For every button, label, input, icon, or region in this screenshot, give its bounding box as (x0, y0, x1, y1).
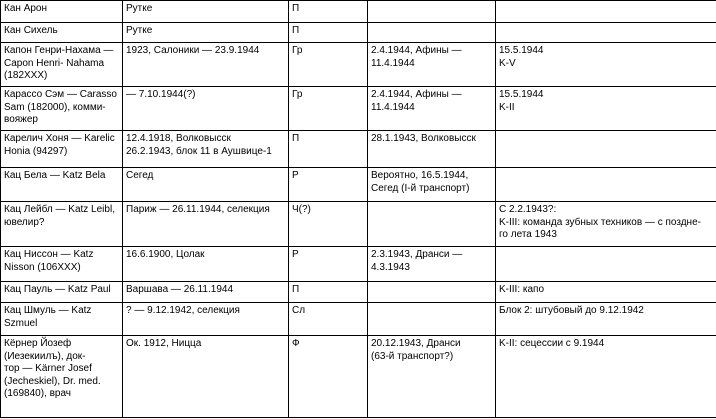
cell-text-line: Блок 2: штубовый до 9.12.1942 (499, 305, 644, 316)
name-cell (1, 1, 123, 23)
birth-death-cell (123, 43, 289, 87)
cell-text-line: 11.4.1944 (371, 57, 415, 69)
cell-text-line: Рутке (126, 25, 153, 36)
birth-death-cell (123, 336, 289, 418)
cell-text-line: Кац Ниссон — Katz (4, 249, 94, 260)
assignment-cell (496, 282, 716, 303)
cell-text-line: го лета 1943 (499, 229, 557, 240)
cell-text-line: Сл (292, 305, 306, 316)
cell-text-line: 15.5.1944 (499, 89, 544, 100)
cell-text-line: П (292, 3, 300, 14)
cell-text-line: Гр (292, 89, 303, 100)
name-cell (1, 336, 123, 418)
table-row (1, 247, 716, 282)
arrival-cell (368, 168, 496, 202)
birth-death-cell (123, 23, 289, 43)
table-row (1, 131, 716, 168)
birth-death-cell (123, 303, 289, 336)
cell-text-line: Кац Лейбл — Katz Leibl, (4, 204, 115, 215)
category-cell (289, 247, 368, 282)
assignment-cell (496, 131, 716, 168)
cell-text-line: Szmuel (4, 317, 38, 329)
cell-text-line: (Jecheskiel), Dr. med. (4, 375, 101, 387)
cell-text-line: Р (292, 249, 299, 260)
cell-text-line: 16.6.1900, Цолак (126, 249, 205, 260)
name-cell (1, 87, 123, 131)
table-row (1, 303, 716, 336)
cell-text-line: Nisson (106XXX) (4, 261, 81, 273)
cell-text-line: Рутке (126, 3, 153, 14)
cell-text-line: Ок. 1912, Ницца (126, 338, 202, 349)
table-row (1, 43, 716, 87)
category-cell (289, 1, 368, 23)
table-row (1, 23, 716, 43)
name-cell (1, 247, 123, 282)
cell-text-line: С 2.2.1943?: (499, 204, 557, 215)
arrival-cell (368, 303, 496, 336)
cell-text-line: (182XXX) (4, 70, 48, 81)
arrival-cell (368, 247, 496, 282)
name-cell (1, 282, 123, 303)
assignment-cell (496, 43, 716, 87)
cell-text-line: Вероятно, 16.5.1944, (371, 170, 469, 181)
cell-text-line: (Иезекиилъ), док- (4, 350, 86, 362)
cell-text-line: Гр (292, 45, 303, 56)
cell-text-line: П (292, 25, 300, 36)
cell-text-line: 28.1.1943, Волковысск (371, 133, 476, 144)
name-cell (1, 303, 123, 336)
cell-text-line: Варшава — 26.11.1944 (126, 284, 234, 295)
cell-text-line: Карассо Сэм — Carasso (4, 89, 117, 100)
category-cell (289, 131, 368, 168)
category-cell (289, 87, 368, 131)
birth-death-cell (123, 131, 289, 168)
cell-text-line: Honia (94297) (4, 145, 68, 157)
assignment-cell (496, 247, 716, 282)
category-cell (289, 303, 368, 336)
birth-death-cell (123, 282, 289, 303)
cell-text-line: Карелич Хоня — Karelic (4, 133, 115, 144)
cell-text-line: K-II (499, 101, 515, 113)
arrival-cell (368, 202, 496, 247)
cell-text-line: 2.4.1944, Афины — (371, 45, 462, 56)
cell-text-line: Сегед (126, 170, 154, 181)
table-row (1, 336, 716, 418)
cell-text-line: — 7.10.1944(?) (126, 89, 196, 100)
arrival-cell (368, 87, 496, 131)
category-cell (289, 336, 368, 418)
cell-text-line: K-V (499, 57, 516, 69)
table-row (1, 87, 716, 131)
cell-text-line: Capon Henri- Nahama (4, 57, 105, 69)
cell-text-line: Ф (292, 338, 300, 349)
cell-text-line: Кац Шмуль — Katz (4, 305, 92, 316)
table-body (1, 1, 716, 418)
cell-text-line: Р (292, 170, 299, 181)
assignment-cell (496, 168, 716, 202)
name-cell (1, 23, 123, 43)
cell-text-line: Ч(?) (292, 204, 311, 215)
arrival-cell (368, 1, 496, 23)
arrival-cell (368, 43, 496, 87)
category-cell (289, 202, 368, 247)
assignment-cell (496, 23, 716, 43)
birth-death-cell (123, 1, 289, 23)
name-cell (1, 202, 123, 247)
assignment-cell (496, 303, 716, 336)
cell-text-line: 2.3.1943, Дранси — (371, 249, 463, 260)
cell-text-line: Кац Бела — Katz Bela (4, 170, 106, 181)
cell-text-line: Кёрнер Йозеф (4, 338, 72, 349)
cell-text-line: 2.4.1944, Афины — (371, 89, 462, 100)
table-row (1, 202, 716, 247)
cell-text-line: 4.3.1943 (371, 261, 410, 273)
cell-text-line: Капон Генри-Нахама — (4, 45, 114, 56)
category-cell (289, 23, 368, 43)
cell-text-line: 11.4.1944 (371, 101, 415, 113)
cell-text-line: Париж — 26.11.1944, селекция (126, 204, 270, 215)
birth-death-cell (123, 87, 289, 131)
category-cell (289, 43, 368, 87)
cell-text-line: Кан Арон (4, 3, 48, 14)
cell-text-line: ? — 9.12.1942, селекция (126, 305, 240, 316)
table-row (1, 1, 716, 23)
cell-text-line: 20.12.1943, Дранси (371, 338, 461, 349)
name-cell (1, 168, 123, 202)
cell-text-line: (63-й транспорт?) (371, 350, 454, 362)
cell-text-line: Sam (182000), комми- (4, 101, 106, 113)
cell-text-line: 1923, Салоники — 23.9.1944 (126, 45, 260, 56)
cell-text-line: П (292, 284, 300, 295)
cell-text-line: K-III: капо (499, 284, 545, 295)
cell-text-line: Кан Сихель (4, 25, 58, 36)
cell-text-line: 15.5.1944 (499, 45, 544, 56)
arrival-cell (368, 282, 496, 303)
cell-text-line: 26.2.1943, блок 11 в Аушвице-1 (126, 145, 272, 157)
cell-text-line: (169840), врач (4, 388, 72, 399)
cell-text-line: П (292, 133, 300, 144)
cell-text-line: K-II: сецессии с 9.1944 (499, 338, 605, 349)
name-cell (1, 43, 123, 87)
birth-death-cell (123, 202, 289, 247)
category-cell (289, 168, 368, 202)
assignment-cell (496, 336, 716, 418)
arrival-cell (368, 131, 496, 168)
assignment-cell (496, 202, 716, 247)
birth-death-cell (123, 247, 289, 282)
table-row (1, 168, 716, 202)
cell-text-line: Кац Пауль — Katz Paul (4, 284, 111, 295)
name-cell (1, 131, 123, 168)
arrival-cell (368, 23, 496, 43)
table-row (1, 282, 716, 303)
arrival-cell (368, 336, 496, 418)
cell-text-line: Сегед (I-й транспорт) (371, 182, 470, 194)
category-cell (289, 282, 368, 303)
assignment-cell (496, 87, 716, 131)
assignment-cell (496, 1, 716, 23)
birth-death-cell (123, 168, 289, 202)
cell-text-line: тор — Kärner Josef (4, 363, 92, 374)
cell-text-line: K-III: команда зубных техников — с поздне- (499, 216, 701, 228)
cell-text-line: вояжер (4, 114, 38, 125)
cell-text-line: 12.4.1918, Волковысск (126, 133, 231, 144)
cell-text-line: ювелир? (4, 216, 45, 228)
